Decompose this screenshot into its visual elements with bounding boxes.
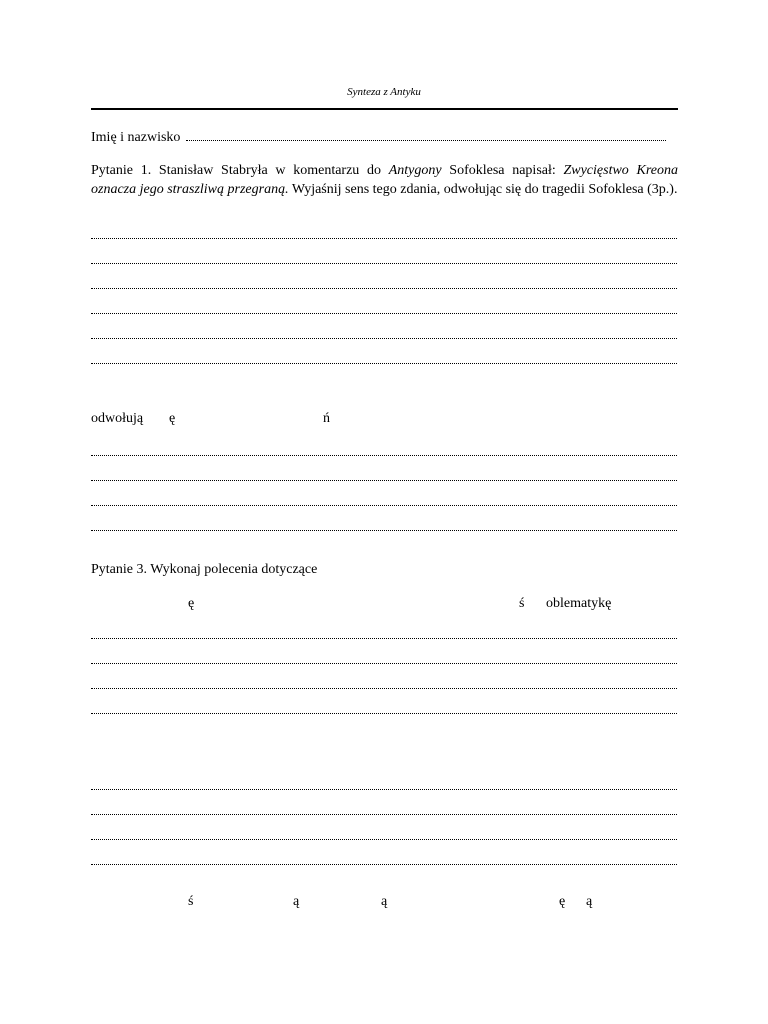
question-1-middle: Sofoklesa napisał: [441, 163, 564, 178]
question-1-suffix: Wyjaśnij sens tego zdania, odwołując się do tragedii Sofoklesa (3p.). [288, 182, 678, 197]
answer-line[interactable] [91, 313, 677, 314]
bottom-fragment: ś [188, 894, 194, 909]
answer-line[interactable] [91, 263, 677, 264]
answer-line[interactable] [91, 789, 677, 790]
bottom-fragment: ę [559, 894, 566, 909]
question-2-word: odwołują [91, 411, 144, 426]
answer-line[interactable] [91, 480, 677, 481]
question-2-fragment: ę [169, 411, 176, 426]
answer-line[interactable] [91, 864, 677, 865]
question-3-fragment: oblematykę [546, 596, 612, 611]
name-field-label: Imię i nazwisko [91, 130, 181, 145]
answer-line[interactable] [91, 663, 677, 664]
question-1-prefix: Pytanie 1. Stanisław Stabryła w komentarzu do [91, 163, 389, 178]
question-1-work-title: Antygony [388, 163, 442, 178]
page-header: Synteza z Antyku [347, 86, 421, 98]
answer-line[interactable] [91, 638, 677, 639]
answer-line[interactable] [91, 363, 677, 364]
question-2-fragment: ń [323, 411, 330, 426]
question-3-fragment: ę [188, 596, 195, 611]
bottom-fragment: ą [293, 894, 300, 909]
question-1 [91, 161, 678, 199]
header-rule [91, 108, 678, 110]
bottom-fragment: ą [586, 894, 593, 909]
answer-line[interactable] [91, 455, 677, 456]
answer-line[interactable] [91, 338, 677, 339]
answer-line[interactable] [91, 839, 677, 840]
answer-line[interactable] [91, 288, 677, 289]
answer-line[interactable] [91, 238, 677, 239]
answer-line[interactable] [91, 814, 677, 815]
answer-line[interactable] [91, 713, 677, 714]
name-field[interactable] [91, 128, 666, 146]
answer-line[interactable] [91, 505, 677, 506]
answer-line[interactable] [91, 530, 677, 531]
question-1-quote: Zwycięstwo Kreona oznacza jego straszliwą przegraną. [91, 163, 678, 197]
bottom-fragment: ą [381, 894, 388, 909]
question-3-fragment: ś [519, 596, 525, 611]
answer-line[interactable] [91, 688, 677, 689]
question-3-title: Pytanie 3. Wykonaj polecenia dotyczące [91, 562, 318, 577]
name-field-dots[interactable] [186, 128, 666, 141]
